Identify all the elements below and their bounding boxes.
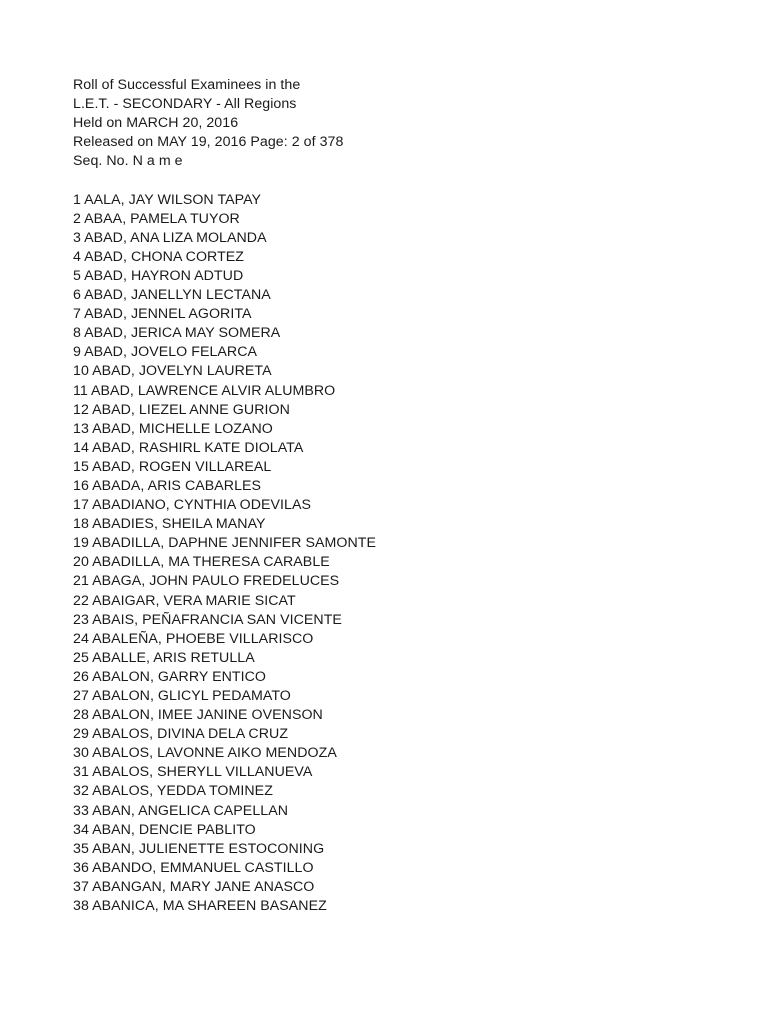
list-item: 28 ABALON, IMEE JANINE OVENSON [73, 707, 323, 724]
list-item: 4 ABAD, CHONA CORTEZ [73, 248, 245, 265]
list-item: 27 ABALON, GLICYL PEDAMATO [73, 688, 291, 704]
list-item: 3 ABAD, ANA LIZA MOLANDA [73, 229, 267, 246]
list-item: 15 ABAD, ROGEN VILLAREAL [73, 458, 272, 475]
list-item: 17 ABADIANO, CYNTHIA ODEVILAS [73, 497, 311, 514]
column-header: Seq. No. N a m e [73, 153, 183, 170]
list-item: 37 ABANGAN, MARY JANE ANASCO [73, 878, 315, 895]
list-item: 12 ABAD, LIEZEL ANNE GURION [73, 401, 290, 418]
list-item: 9 ABAD, JOVELO FELARCA [73, 344, 258, 361]
list-item: 14 ABAD, RASHIRL KATE DIOLATA [73, 439, 304, 456]
list-item: 7 ABAD, JENNEL AGORITA [73, 306, 252, 323]
list-item: 38 ABANICA, MA SHAREEN BASANEZ [73, 898, 327, 915]
list-item: 36 ABANDO, EMMANUEL CASTILLO [73, 859, 314, 876]
list-item: 19 ABADILLA, DAPHNE JENNIFER SAMONTE [73, 535, 376, 552]
list-item: 25 ABALLE, ARIS RETULLA [73, 649, 255, 666]
list-item: 8 ABAD, JERICA MAY SOMERA [73, 325, 281, 342]
header-exam-name: L.E.T. - SECONDARY - All Regions [73, 96, 297, 113]
list-item: 18 ABADIES, SHEILA MANAY [73, 516, 266, 533]
list-item: 26 ABALON, GARRY ENTICO [73, 668, 267, 685]
list-item: 30 ABALOS, LAVONNE AIKO MENDOZA [73, 745, 337, 762]
document-page [73, 76, 733, 916]
list-item: 23 ABAIS, PEÑAFRANCIA SAN VICENTE [73, 611, 342, 628]
list-item: 29 ABALOS, DIVINA DELA CRUZ [73, 726, 289, 743]
list-item: 24 ABALEÑA, PHOEBE VILLARISCO [73, 630, 314, 647]
list-item: 6 ABAD, JANELLYN LECTANA [73, 287, 271, 304]
header-exam-date: Held on MARCH 20, 2016 [73, 115, 239, 132]
list-item: 35 ABAN, JULIENETTE ESTOCONING [73, 840, 325, 857]
list-item: 22 ABAIGAR, VERA MARIE SICAT [73, 592, 296, 609]
list-item: 11 ABAD, LAWRENCE ALVIR ALUMBRO [73, 382, 336, 399]
list-item: 20 ABADILLA, MA THERESA CARABLE [73, 554, 330, 571]
list-item: 10 ABAD, JOVELYN LAURETA [73, 363, 272, 380]
list-item: 13 ABAD, MICHELLE LOZANO [73, 420, 273, 437]
list-item: 2 ABAA, PAMELA TUYOR [73, 210, 240, 227]
list-item: 33 ABAN, ANGELICA CAPELLAN [73, 802, 289, 819]
list-item: 1 AALA, JAY WILSON TAPAY [73, 191, 262, 208]
list-item: 21 ABAGA, JOHN PAULO FREDELUCES [73, 573, 340, 590]
list-item: 31 ABALOS, SHERYLL VILLANUEVA [73, 764, 313, 781]
list-item: 16 ABADA, ARIS CABARLES [73, 477, 262, 494]
examinee-list [73, 191, 733, 917]
header-release-page: Released on MAY 19, 2016 Page: 2 of 378 [73, 134, 344, 151]
list-item: 5 ABAD, HAYRON ADTUD [73, 267, 244, 284]
header-title: Roll of Successful Examinees in the [73, 77, 301, 93]
list-item: 32 ABALOS, YEDDA TOMINEZ [73, 783, 273, 800]
document-header [73, 76, 733, 171]
list-item: 34 ABAN, DENCIE PABLITO [73, 821, 256, 838]
